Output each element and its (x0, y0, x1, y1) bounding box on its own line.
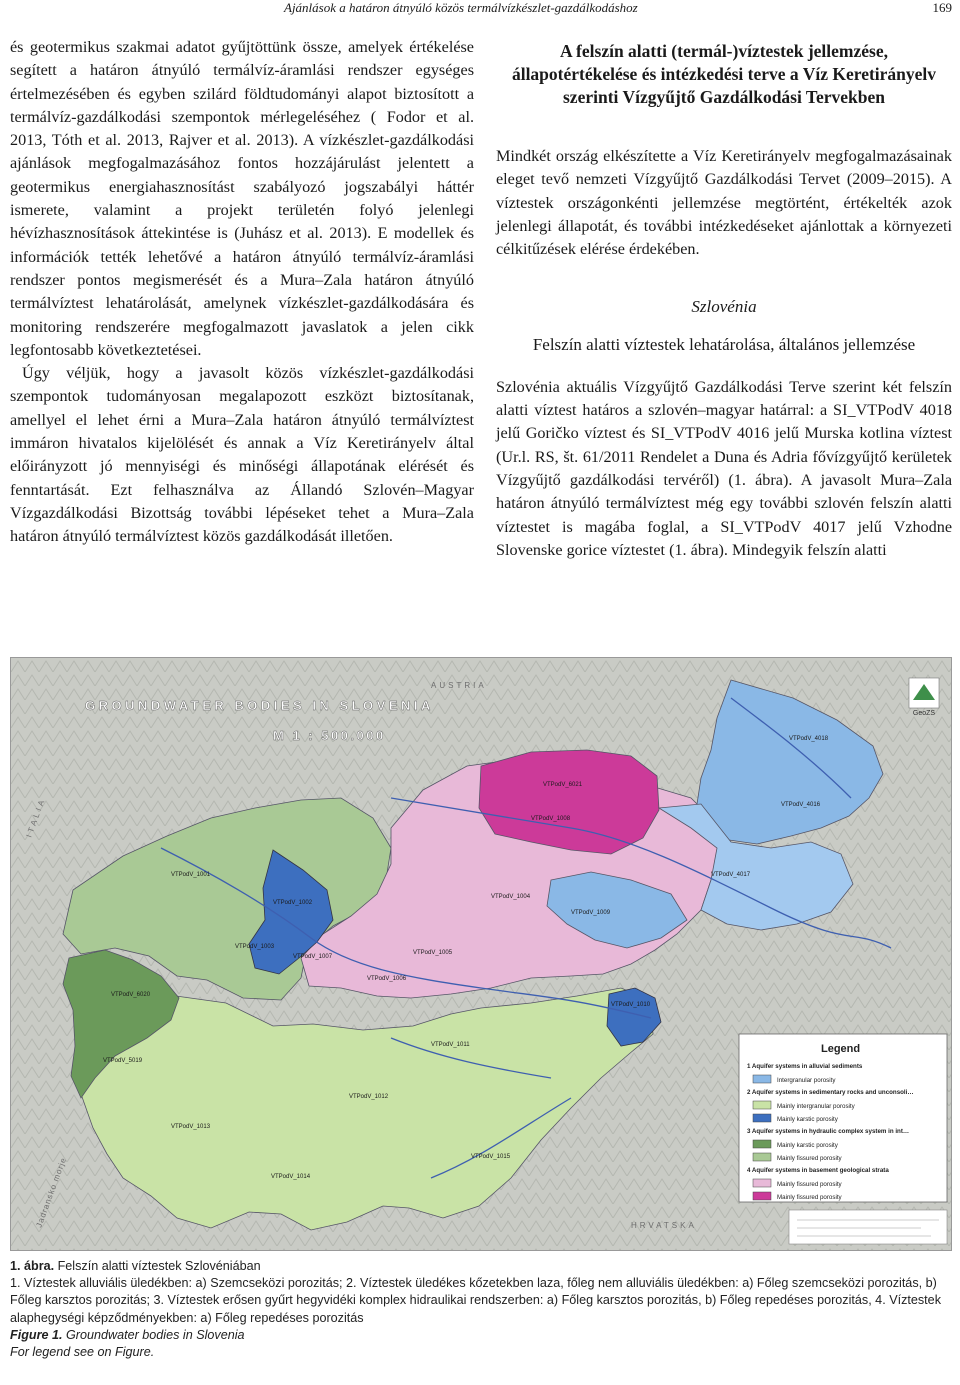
legend-label-7: Mainly fissured porosity (777, 1155, 842, 1162)
running-title: Ajánlások a határon átnyúló közös termálvízkészlet-gazdálkodáshoz (284, 0, 638, 15)
legend-swatch-10 (753, 1192, 771, 1200)
label-italia: ITALIA (24, 796, 48, 839)
geozs-logo (909, 678, 939, 717)
legend-group-0: 1 Aquifer systems in alluvial sediments (747, 1063, 863, 1070)
left-paragraph-2: Úgy véljük, hogy a javasolt közös vízkészlet-gazdálkodási szempontok tudományosan megalapozott eszközt biztosítanak, amellyel el lehet érni a Mura–Zala határon átnyúló termálvíztest immáron hivatalos kijelölését és annak a Víz Keretirányelv által előirányzott jó mennyiségi és minőségi állapotának elérését és fenntartását. Ezt felhasználva az Állandó Szlovén–Magyar Vízgazdálkodási Bizottság további lépéseket tehet a Mura–Zala határon átnyúló termálvíztest közös gazdálkodását illetően. (10, 364, 474, 546)
caption-fig-title: Felszín alatti víztestek Szlovéniában (57, 1259, 261, 1273)
legend-group-2: 2 Aquifer systems in sedimentary rocks and unconsoli… (747, 1089, 914, 1096)
map-title: GROUNDWATER BODIES IN SLOVENIA (85, 698, 434, 713)
right-paragraph-2: Szlovénia aktuális Vízgyűjtő Gazdálkodási Terve szerint két felszín alatti víztest határos a szlovén–magyar határral: a SI_VTPodV 4018 jelű Goričko víztest és SI_VTPodV 4016 jelű Murska kotlina víztest (Ur.l. RS, št. 61/2011 Rendelet a Duna és Adria fővízgyűjtő kerületek Vízgyűjtő gazdálkodási tervéről) (1. ábra). A javasolt Mura–Zala határon átnyúló termálvíztest még egy további szlovén felszín alatti víztestet is magába foglal, a SI_VTPodV 4017 jelű Vzhodne Slovenske gorice víztestet (1. ábra). Mindegyik felszín alatti (496, 377, 952, 559)
legend-group-5: 3 Aquifer systems in hydraulic complex system in int… (747, 1128, 910, 1135)
body-label-1012: VTPodV_1012 (349, 1094, 389, 1100)
legend-swatch-3 (753, 1101, 771, 1109)
body-label-1009: VTPodV_1009 (571, 910, 611, 916)
body-label-4016: VTPodV_4016 (781, 802, 821, 808)
running-header (0, 0, 960, 22)
body-label-4018: VTPodV_4018 (789, 736, 829, 742)
body-label-1015: VTPodV_1015 (471, 1154, 511, 1160)
body-label-1002: VTPodV_1002 (273, 900, 313, 906)
caption-fig-label-en: Figure 1. (10, 1327, 63, 1342)
caption-en-title-line (10, 1327, 955, 1344)
body-label-1006: VTPodV_1006 (367, 976, 407, 982)
page-number: 169 (932, 0, 952, 15)
left-paragraph-1: és geotermikus szakmai adatot gyűjtöttünk össze, amelyek értékelése segített a határon átnyúló termálvíz-áramlási rendszer egységes értelmezésében és egyben szilárd földtudományi alapot biztosított a termálvíz-gazdálkodási szempontok mérlegeléséhez ( Fodor et al. 2013, Tóth et al. 2013, Rajver et al. 2013). A vízkészlet-gazdálkodási ajánlások megfogalmazásához fontos hozzájárulást jelentett a geotermikus energiahasznosítást szabályozó jogszabályi háttér ismerete, valamint a projekt területén folyó jelenlegi hévízhasznosítások áttekintése is (Juhász et al. 2013). E modellek és információk tették lehetővé a határon átnyúló termálvíz-áramlási rendszer pontos megismerését és a Mura–Zala határon átnyúló termálvíztest lehatárolását, amelynek vízkészlet-gazdálkodására és monitoring rendszerére megfogalmazott javaslatok a jelen cikk legfontosabb következtetései. (10, 38, 474, 359)
sub-heading: Felszín alatti víztestek lehatárolása, általános jellemzése (532, 334, 916, 354)
right-paragraph-1: Mindkét ország elkészítette a Víz Keretirányelv megfogalmazásainak eleget tevő nemzeti Vízgyűjtő Gazdálkodási Tervet (2009–2015). A víztestek országonkénti jellemzése megtörtént, értékelték azok jelenlegi állapotát, és további intézkedéseket ajánlottak a környezeti célkitűzések elérése érdekében. (496, 147, 952, 259)
body-label-1005: VTPodV_1005 (413, 950, 453, 956)
legend-swatch-6 (753, 1140, 771, 1148)
caption-legend-en: For legend see on Figure. (10, 1345, 155, 1360)
figure-caption (10, 1258, 955, 1361)
groundwater-map-figure (10, 657, 952, 1251)
left-column (10, 36, 474, 549)
body-label-5019: VTPodV_5019 (103, 1058, 143, 1064)
right-column (496, 40, 952, 562)
legend-group-8: 4 Aquifer systems in basement geological strata (747, 1167, 889, 1174)
body-label-1004: VTPodV_1004 (491, 894, 531, 900)
body-label-1014: VTPodV_1014 (271, 1174, 311, 1180)
label-sea: Jadransko morje (34, 1155, 69, 1229)
groundwater-map (11, 658, 951, 1250)
body-label-4017: VTPodV_4017 (711, 872, 751, 878)
caption-fig-label: 1. ábra. (10, 1259, 55, 1273)
legend-label-4: Mainly karstic porosity (777, 1116, 838, 1123)
body-label-6020: VTPodV_6020 (111, 992, 151, 998)
body-label-1010: VTPodV_1010 (611, 1002, 651, 1008)
legend-swatch-1 (753, 1075, 771, 1083)
legend-swatch-9 (753, 1179, 771, 1187)
map-credit (789, 1210, 947, 1244)
label-austria: AUSTRIA (431, 681, 487, 690)
label-hrvatska: HRVATSKA (631, 1221, 697, 1230)
legend-swatch-7 (753, 1153, 771, 1161)
map-legend (739, 1034, 947, 1202)
section-heading: A felszín alatti (termál-)víztestek jellemzése, állapotértékelése és intézkedési terve a Víz Keretirányelv szerinti Vízgyűjtő Gazdálkodási Tervekben (511, 41, 937, 107)
legend-label-3: Mainly intergranular porosity (777, 1103, 855, 1110)
body-label-1001: VTPodV_1001 (171, 872, 211, 878)
body-label-1007: VTPodV_1007 (293, 954, 333, 960)
caption-title-line (10, 1258, 955, 1275)
body-label-6021: VTPodV_6021 (543, 782, 583, 788)
body-label-1011: VTPodV_1011 (431, 1042, 470, 1048)
legend-label-6: Mainly karstic porosity (777, 1142, 838, 1149)
legend-label-1: Intergranular porosity (777, 1077, 836, 1084)
body-label-1003: VTPodV_1003 (235, 944, 275, 950)
legend-title: Legend (821, 1043, 861, 1055)
caption-fig-title-en: Groundwater bodies in Slovenia (65, 1327, 245, 1342)
legend-label-9: Mainly fissured porosity (777, 1181, 842, 1188)
logo-text: GeoZS (912, 710, 936, 717)
legend-label-10: Mainly fissured porosity (777, 1194, 842, 1201)
map-scale: M 1 : 500.000 (273, 728, 386, 743)
legend-swatch-4 (753, 1114, 771, 1122)
body-label-1013: VTPodV_1013 (171, 1124, 211, 1130)
body-label-1008: VTPodV_1008 (531, 816, 571, 822)
country-heading: Szlovénia (691, 297, 757, 317)
caption-legend-text: 1. Víztestek alluviális üledékben: a) Szemcseközi porozitás; 2. Víztestek üledékes kőzetekben laza, főleg nem alluviális üledékben: a) Főleg szemcseközi porozitás, b) Főleg karsztos porozitás; 3. Víztestek erősen gyűrt hegyvidéki komplex hidraulikai rendszerben: a) Főleg karsztos porozitás, b) Főleg repedéses porozitás, 4. Víztestek alaphegységi képződményekben: a) Főleg repedéses porozitás (10, 1276, 941, 1325)
